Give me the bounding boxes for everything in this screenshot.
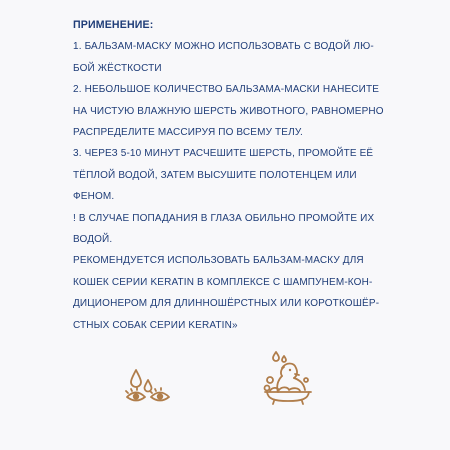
instruction-line: ! В СЛУЧАЕ ПОПАДАНИЯ В ГЛАЗА ОБИЛЬНО ПРОМОЙТЕ ИХ	[73, 212, 375, 224]
instruction-line: ФЕНОМ.	[73, 191, 115, 203]
instruction-line: РЕКОМЕНДУЕТСЯ ИСПОЛЬЗОВАТЬ БАЛЬЗАМ-МАСКУ ДЛЯ	[73, 255, 364, 267]
eye-drop-icon	[125, 367, 177, 405]
instruction-line: 2. НЕБОЛЬШОЕ КОЛИЧЕСТВО БАЛЬЗАМА-МАСКИ НАНЕСИТЕ	[73, 84, 380, 96]
instructions-block	[73, 15, 391, 336]
dog-bath-icon	[262, 350, 314, 405]
section-heading: ПРИМЕНЕНИЕ:	[73, 19, 154, 31]
instruction-line: БОЙ ЖЁСТКОСТИ	[73, 62, 162, 74]
instruction-line: РАСПРЕДЕЛИТЕ МАССИРУЯ ПО ВСЕМУ ТЕЛУ.	[73, 127, 303, 139]
instruction-line: ДИЦИОНЕРОМ ДЛЯ ДЛИННОШЁРСТНЫХ ИЛИ КОРОТКОШЁР-	[73, 298, 380, 310]
instruction-line: ТЁПЛОЙ ВОДОЙ, ЗАТЕМ ВЫСУШИТЕ ПОЛОТЕНЦЕМ ИЛИ	[73, 169, 357, 181]
instruction-line: 1. БАЛЬЗАМ-МАСКУ МОЖНО ИСПОЛЬЗОВАТЬ С ВОДОЙ ЛЮ-	[73, 41, 374, 53]
instruction-line: 3. ЧЕРЕЗ 5-10 МИНУТ РАСЧЕШИТЕ ШЕРСТЬ, ПРОМОЙТЕ ЕЁ	[73, 148, 374, 160]
instruction-line: ВОДОЙ.	[73, 234, 113, 246]
instruction-line: СТНЫХ СОБАК СЕРИИ KERATIN»	[73, 319, 238, 331]
instruction-line: КОШЕК СЕРИИ KERATIN В КОМПЛЕКСЕ С ШАМПУНЕМ-КОН-	[73, 276, 373, 288]
instruction-line: НА ЧИСТУЮ ВЛАЖНУЮ ШЕРСТЬ ЖИВОТНОГО, РАВНОМЕРНО	[73, 105, 384, 117]
